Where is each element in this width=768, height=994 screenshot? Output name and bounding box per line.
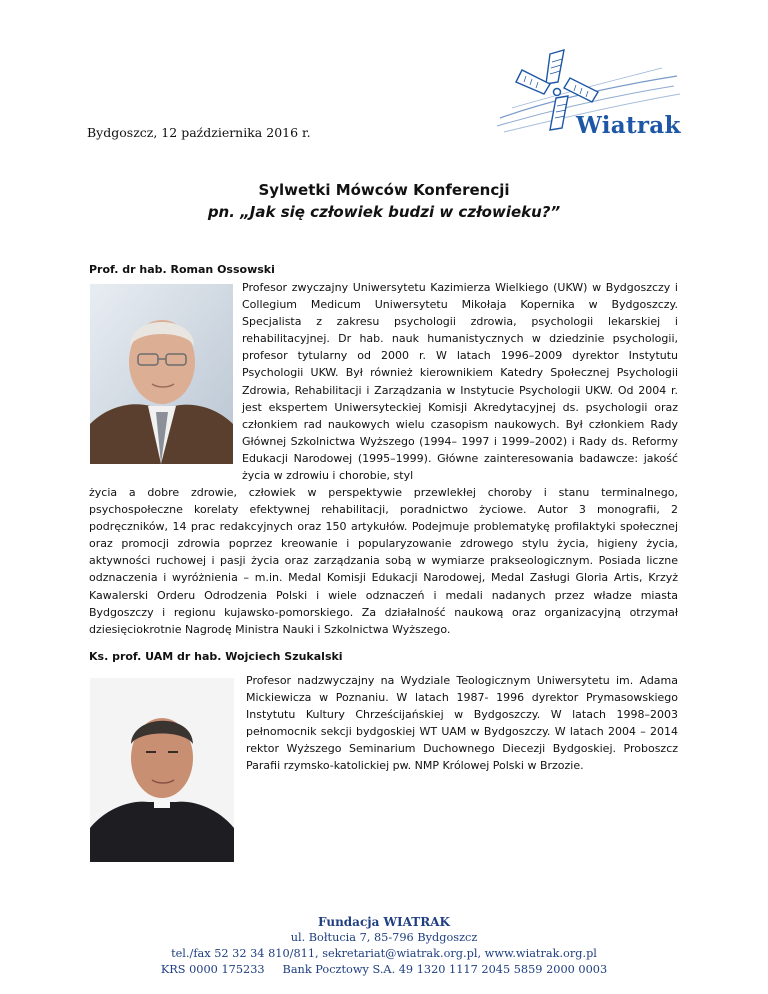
speaker-photo (90, 284, 233, 464)
speaker-name: Ks. prof. UAM dr hab. Wojciech Szukalski (89, 650, 343, 663)
footer (0, 914, 768, 978)
speaker-name: Prof. dr hab. Roman Ossowski (89, 263, 275, 276)
document-date: Bydgoszcz, 12 października 2016 r. (87, 125, 311, 140)
speaker-bio-intro: Profesor zwyczajny Uniwersytetu Kazimierza Wielkiego (UKW) w Bydgoszczy i Collegium Medicum Uniwersytetu Mikołaja Kopernika w Bydgoszczy. Specjalista z zakresu psychologii zdrowia, psychologii lekarskiej i rehabilitacyjnej. Dr hab. nauk humanistycznych w dziedzinie psychologii, profesor tytularny od 2000 r. W latach 1996–2009 dyrektor Instytutu Psychologii UKW. Był również kierownikiem Katedry Społecznej Psychologii Zdrowia, Rehabilitacji i Zarządzania w Instytucie Psychologii UKW. Od 2004 r. jest ekspertem Uniwersyteckiej Komisji Akredytacyjnej ds. psychologii oraz członkiem rad naukowych wielu czasopism naukowych. Był członkiem Rady Głównej Szkolnictwa Wyższego (1994– 1997 i 1999–2002) i Rady ds. Reformy Edukacji Narodowej (1995–1999). Główne zainteresowania badawcze: jakość życia w zdrowiu i chorobie, styl (242, 281, 679, 483)
logo-wordmark: Wiatrak (576, 112, 681, 139)
speaker-bio: Profesor nadzwyczajny na Wydziale Teologicznym Uniwersytetu im. Adama Mickiewicza w Poznaniu. W latach 1987- 1996 dyrektor Prymasowskiego Instytutu Kultury Chrześcijańskiej w Bydgoszczy. W latach 1998–2003 pełnomocnik sekcji bydgoskiej WT UAM w Bydgoszczy. W latach 2004 – 2014 rektor Wyższego Seminarium Duchownego Diecezji Bydgoskiej. Proboszcz Parafii rzymsko-katolickiej pw. NMP Królowej Polski w Brzozie. (246, 674, 679, 773)
footer-address: ul. Bołtucia 7, 85-796 Bydgoszcz (290, 931, 478, 944)
speaker-photo (90, 678, 234, 862)
speaker-bio-continued: życia a dobre zdrowie, człowiek w perspektywie przewlekłej choroby i stanu terminalnego, psychospołeczne korelaty efektywnej rehabilitacji, poradnictwo życiowe. Autor 3 monografii, 2 podręczników, 14 prac redakcyjnych oraz 150 artykułów. Podejmuje problematykę profilaktyki społecznej oraz promocji zdrowia poprzez kreowanie i popularyzowanie zdrowego stylu życia, higieny życia, aktywności ruchowej i pasji życia oraz zarządzania sobą w wymiarze prakseologicznym. Posiada liczne odznaczenia i wyróżnienia – m.in. Medal Komisji Edukacji Narodowej, Medal Zasługi Gloria Artis, Krzyż Kawalerski Orderu Odrodzenia Polski i wiele odznaczeń i medali nadanych przez władze miasta Bydgoszczy i regionu kujawsko-pomorskiego. Za działalność naukową oraz organizacyjną otrzymał dziesięciokrotnie Nagrodę Ministra Nauki i Szkolnictwa Wyższego. (89, 486, 679, 636)
footer-contact: tel./fax 52 32 34 810/811, sekretariat@wiatrak.org.pl, www.wiatrak.org.pl (171, 947, 597, 960)
document-title: Sylwetki Mówców Konferencji (258, 181, 510, 199)
footer-organization: Fundacja WIATRAK (318, 915, 450, 929)
footer-registry: KRS 0000 175233 Bank Pocztowy S.A. 49 1320 1117 2045 5859 2000 0003 (160, 963, 608, 976)
document-subtitle: pn. „Jak się człowiek budzi w człowieku?” (207, 203, 561, 221)
